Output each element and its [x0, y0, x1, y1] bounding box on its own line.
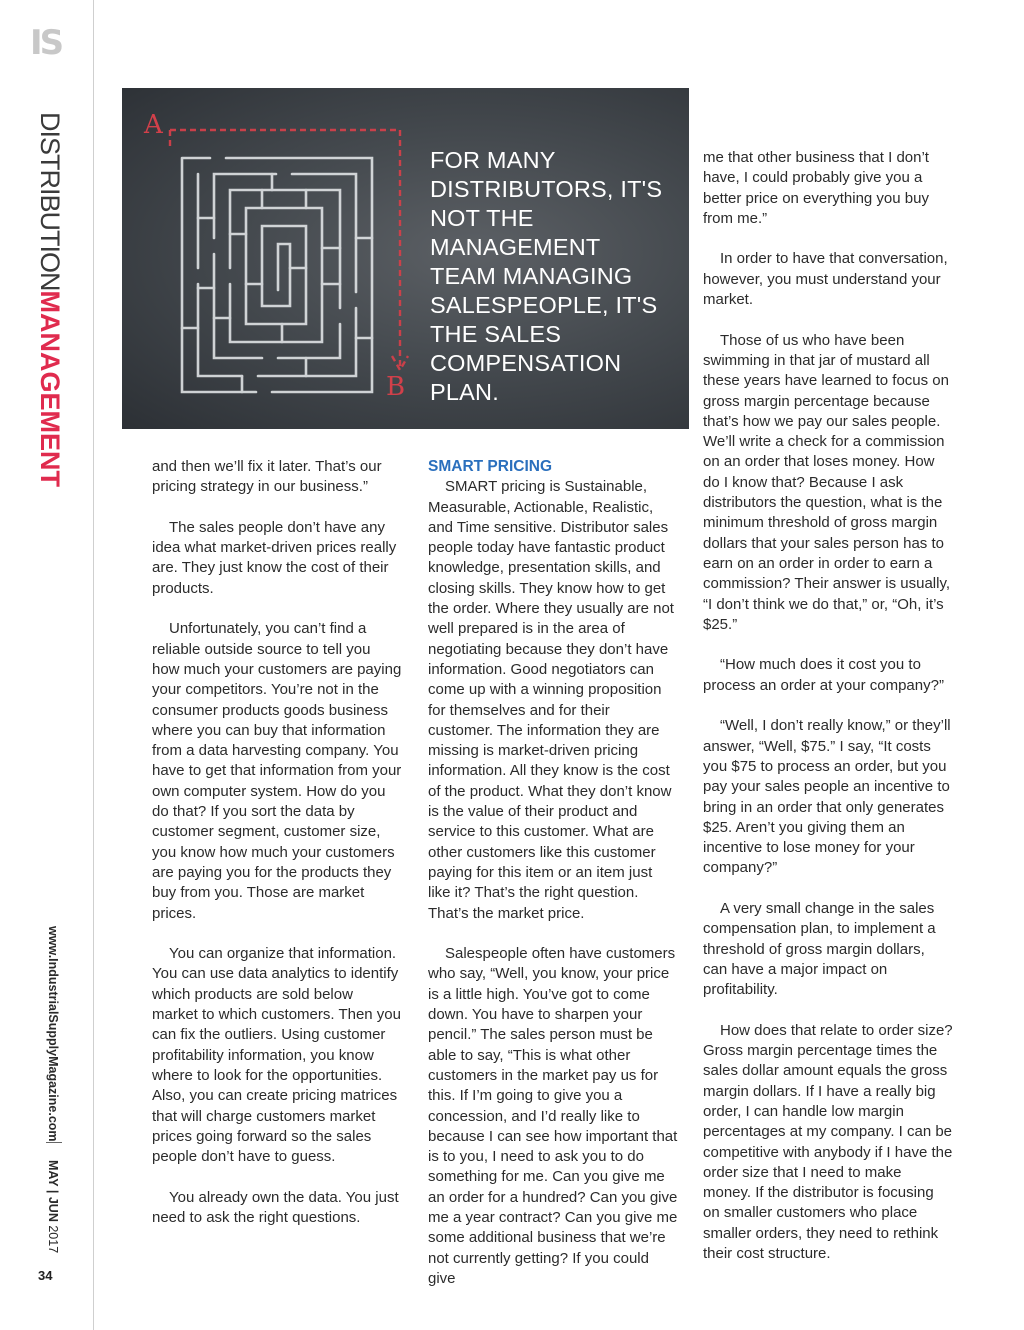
magazine-logo: IS [30, 23, 62, 63]
section-label [36, 112, 63, 487]
pull-quote: FOR MANY DISTRIBUTORS, IT'S NOT THE MANAGEMENT TEAM MANAGING SALESPEOPLE, IT'S THE SALES COMPENSATION PLAN. [430, 147, 663, 405]
issue-months: MAY | JUN [46, 1160, 60, 1222]
page-number: 34 [38, 1268, 53, 1283]
issue-date [46, 1160, 60, 1253]
paragraph: me that other business that I don’t have, I could probably give you a better price on everything you buy from me.” [703, 149, 929, 227]
paragraph: “How much does it cost you to process an order at your company?” [703, 656, 944, 694]
maze-start-label: A [144, 110, 163, 140]
article-column-2 [428, 457, 678, 1309]
paragraph: and then we’ll fix it later. That’s our pricing strategy in our business.” [152, 458, 382, 496]
paragraph: You already own the data. You just need to ask the right questions. [152, 1188, 399, 1226]
paragraph: SMART pricing is Sustainable, Measurable, Actionable, Realistic, and Time sensitive. Distributor sales people today have fantastic product knowledge, presentation skills, and closing skills. They know how to get the order. Where they usually are not well prepared is in the area of negotiating because they don’t have information. Good negotiators can come up with a winning proposition for themselves and for their customer. The information they are missing is market-driven pricing information. All they know is the cost of the product. What they don’t know is the value of their product and service to this customer. What are other customers like this customer paying for this item or an item just like it? That’s the right question. That’s the market price. [428, 478, 674, 922]
section-label-bold: MANAGEMENT [35, 290, 65, 488]
section-label-light: DISTRIBUTION [35, 112, 65, 291]
section-heading: SMART PRICING [428, 458, 552, 475]
paragraph: Unfortunately, you can’t find a reliable outside source to tell you how much your customers are paying your competitors. You’re not in the consumer products goods business where you can buy that information from a data harvesting company. You have to get that information from your own computer system. How do you do that? If you sort the data by customer segment, customer size, you know how much your customers are paying you for the products they buy from you. Those are market prices. [152, 620, 402, 922]
paragraph: How does that relate to order size? Gross margin percentage times the sales dollar amount equals the gross margin dollars. If I have a really big order, I can handle low margin percentages at my company. I can be competitive with anybody if I have the order size that I need to make money. If the distributor is focusing on smaller customers who place smaller orders, they need to rethink their cost structure. [703, 1021, 953, 1263]
paragraph: Those of us who have been swimming in that jar of mustard all these years have learned to focus on gross margin percentage because that’s how we pay our sales people. We’ll write a check for a commission on an order that loses money. How do I know that? Because I ask distributors the question, what is the minimum threshold of gross margin dollars that your sales person has to earn on an order in order to earn a commission? Their answer is usually, “I don’t think we do that,” or, “Oh, it’s $25.” [703, 331, 951, 633]
left-sidebar [0, 0, 94, 1330]
maze-walls [182, 158, 372, 392]
paragraph: In order to have that conversation, however, you must understand your market. [703, 250, 948, 309]
paragraph: Salespeople often have customers who say, “Well, you know, your price is a little high. You’ve got to come down. You have to sharpen your pencil.” The sales person must be able to say, “This is what other customers in the market pay us for this. If I’m going to give you a concession, and I’d really like to because I can see how important that is to you, I need to ask you to do something for me. Can you give me an order for a hundred? Can you give me a year contract? Can you give me some additional business that we’re not currently getting? If you could give [428, 945, 678, 1287]
maze-end-label: B [386, 372, 406, 402]
paragraph: A very small change in the sales compensation plan, to implement a threshold of gross margin dollars, can have a major impact on profitability. [703, 899, 936, 999]
sidebar-divider [46, 1142, 62, 1143]
article-column-1 [152, 457, 402, 1249]
paragraph: “Well, I don’t really know,” or they’ll answer, “Well, $75.” I say, “It costs you $75 to process an order, but you pay your sales people an incentive to bring in an order that only generates $25. Aren’t you giving them an incentive to lose money for your company?” [703, 717, 951, 877]
article-column-3 [703, 148, 953, 1285]
paragraph: You can organize that information. You can use data analytics to identify which products are sold below market to which customers. Then you can fix the outliers. Using customer profitability information, you know where to look for the opportunities. Also, you can create pricing matrices that will charge customers market prices going forward so the sales people don’t have to guess. [152, 945, 401, 1166]
magazine-url: www.IndustrialSupplyMagazine.com [46, 926, 60, 1142]
paragraph: The sales people don’t have any idea what market-driven prices really are. They just know the cost of their products. [152, 518, 397, 597]
issue-year: 2017 [46, 1225, 60, 1254]
